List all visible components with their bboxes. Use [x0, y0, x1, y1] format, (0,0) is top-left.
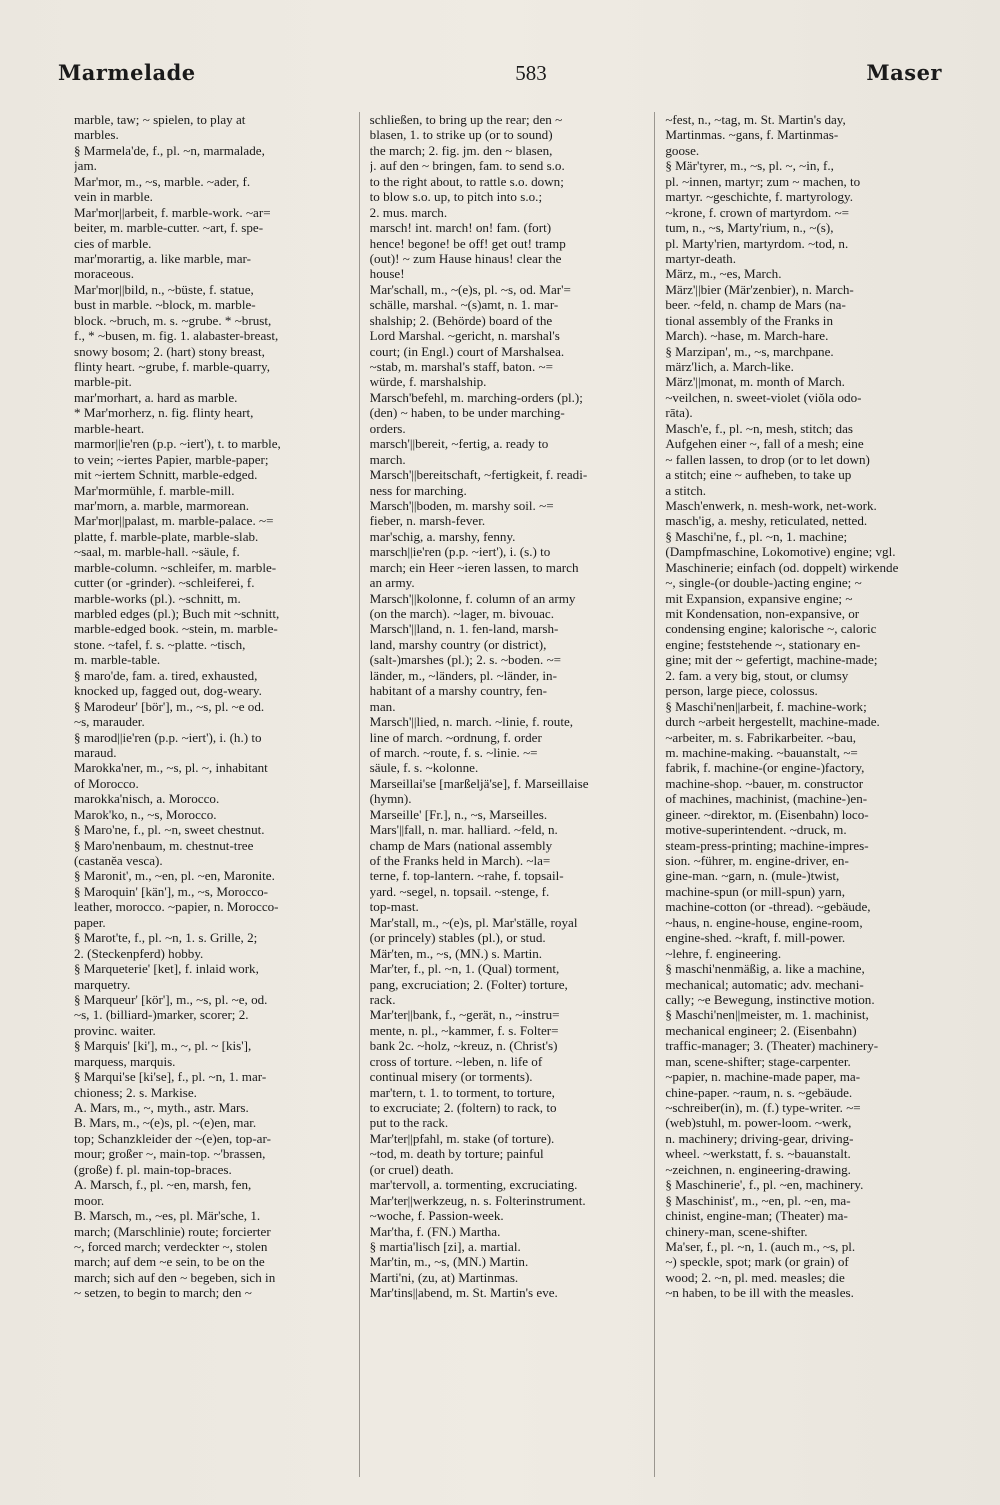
entry-line: martyr. ~geschichte, f. martyrology. [665, 189, 854, 205]
entry-line: ~stab, m. marshal's staff, baton. ~= [369, 359, 553, 374]
entry-line: march. [369, 451, 406, 467]
entry-line: a stitch; eine ~ aufheben, to take up [665, 467, 852, 483]
entry-line: Marsch'||lied, n. march. ~linie, f. route, [369, 714, 574, 730]
entry-line: mechanical; automatic; adv. mechani- [665, 976, 864, 992]
entry-line: § Maschinerie', f., pl. ~en, machinery. [665, 1177, 864, 1193]
entry-line: mar'tern, t. 1. to torment, to torture, [369, 1084, 555, 1100]
entry-line: knocked up, fagged out, dog-weary. [74, 683, 262, 699]
entry-line: ~papier, n. machine-made paper, ma- [665, 1069, 861, 1085]
entry-line: (or cruel) death. [369, 1161, 454, 1177]
entry-line: * Mar'morherz, n. fig. flinty heart, [74, 405, 254, 421]
entry-line: marble-column. ~schleifer, m. marble- [74, 559, 277, 575]
entry-line: Marsch'||land, n. 1. fen-land, marsh- [369, 621, 559, 637]
entry-line: marsch'||bereit, ~fertig, a. ready to [369, 436, 549, 452]
entry-line: ~lehre, f. engineering. [665, 945, 782, 961]
entry-line: marquess, marquis. [74, 1053, 176, 1069]
entry-line: Mar'mor||bild, n., ~büste, f. statue, [74, 281, 254, 297]
entry-line: ~zeichnen, n. engineering-drawing. [665, 1161, 851, 1177]
entry-line: marsch||ie'ren (p.p. ~iert'), i. (s.) to [369, 544, 551, 560]
entry-line: provinc. waiter. [74, 1022, 156, 1038]
entry-line: rāta). [665, 405, 693, 421]
entry-line: § Marqui'se [ki'se], f., pl. ~n, 1. mar- [74, 1069, 267, 1085]
entry-line: (on the march). ~lager, m. bivouac. [369, 606, 555, 621]
entry-line: (große) f. pl. main-top-braces. [74, 1161, 232, 1177]
entry-line: fieber, n. marsh-fever. [369, 513, 486, 529]
entry-line: § Marot'te, f., pl. ~n, 1. s. Grille, 2; [74, 930, 258, 946]
entry-line: Martinmas. ~gans, f. Martinmas- [665, 127, 839, 143]
entry-line: terne, f. top-lantern. ~rahe, f. topsail- [369, 868, 564, 884]
entry-line: ~, forced march; verdeckter ~, stolen [74, 1238, 268, 1254]
entry-line: B. Marsch, m., ~es, pl. Mär'sche, 1. [74, 1208, 261, 1224]
entry-line: märz'lich, a. March-like. [665, 359, 794, 374]
entry-line: man. [369, 698, 396, 714]
entry-line: schließen, to bring up the rear; den ~ [369, 112, 563, 127]
entry-line: masch'ig, a. meshy, reticulated, netted. [665, 513, 868, 529]
entry-line: § Maro'nenbaum, m. chestnut-tree [74, 837, 254, 853]
entry-line: traffic-manager; 3. (Theater) machinery- [665, 1038, 879, 1054]
entry-line: cutter (or -grinder). ~schleiferei, f. [74, 575, 255, 591]
entry-line: mar'tervoll, a. tormenting, excruciating. [369, 1177, 578, 1193]
entry-line: Mar'mor||arbeit, f. marble-work. ~ar= [74, 204, 271, 220]
entry-line: tum, n., ~s, Marty'rium, n., ~(s), [665, 220, 834, 236]
entry-line: j. auf den ~ bringen, fam. to send s.o. [369, 158, 565, 174]
entry-line: Marsch'befehl, m. marching-orders (pl.); [369, 389, 583, 405]
entry-line: motive-superintendent. ~druck, m. [665, 822, 847, 838]
entry-line: vein in marble. [74, 189, 153, 205]
entry-line: ~krone, f. crown of martyrdom. ~= [665, 204, 850, 220]
entry-line: flinty heart. ~grube, f. marble-quarry, [74, 359, 271, 374]
entry-line: Mar'schall, m., ~(e)s, pl. ~s, od. Mar'= [369, 281, 571, 297]
entry-line: Marsch'||bereitschaft, ~fertigkeit, f. readi- [369, 467, 588, 483]
entry-line: ~schreiber(in), m. (f.) type-writer. ~= [665, 1100, 861, 1115]
entry-line: Marok'ko, n., ~s, Morocco. [74, 806, 217, 822]
entry-line: March). ~hase, m. March-hare. [665, 328, 829, 344]
entry-line: ~woche, f. Passion-week. [369, 1208, 504, 1224]
entry-line: mar'morartig, a. like marble, mar- [74, 250, 251, 266]
entry-line: the march; 2. fig. jm. den ~ blasen, [369, 142, 553, 158]
entry-line: bank 2c. ~holz, ~kreuz, n. (Christ's) [369, 1038, 558, 1054]
entry-line: moor. [74, 1192, 105, 1208]
column-left [74, 112, 360, 1477]
entry-line: länder, m., ~länders, pl. ~länder, in- [369, 667, 557, 683]
entry-line: § Maronit', m., ~en, pl. ~en, Maronite. [74, 868, 275, 884]
entry-line: ~) speckle, spot; mark (or grain) of [665, 1254, 849, 1270]
entry-line: marsch! int. march! on! fam. (fort) [369, 220, 552, 236]
entry-line: Mar'tha, f. (FN.) Martha. [369, 1223, 501, 1239]
entry-line: marmor||ie'ren (p.p. ~iert'), t. to marble, [74, 436, 281, 452]
entry-line: § Maroquin' [kän'], m., ~s, Morocco- [74, 883, 268, 899]
entry-line: ~s, 1. (billiard-)marker, scorer; 2. [74, 1007, 249, 1023]
entry-line: Marsch'||boden, m. marshy soil. ~= [369, 497, 554, 513]
entry-line: (salt-)marshes (pl.); 2. s. ~boden. ~= [369, 652, 562, 668]
entry-line: schälle, marshal. ~(s)amt, n. 1. mar- [369, 297, 559, 313]
entry-line: of Morocco. [74, 775, 139, 791]
entry-line: § Marquis' [ki'], m., ~, pl. ~ [kis'], [74, 1038, 252, 1054]
entry-line: pl. ~innen, martyr; zum ~ machen, to [665, 173, 861, 189]
entry-line: martyr-death. [665, 250, 736, 266]
entry-line: marble-edged book. ~stein, m. marble- [74, 621, 278, 637]
entry-line: mar'morhart, a. hard as marble. [74, 389, 238, 405]
entry-line: marble, taw; ~ spielen, to play at [74, 112, 246, 127]
entry-line: wheel. ~werkstatt, f. s. ~bauanstalt. [665, 1146, 851, 1162]
entry-line: line of march. ~ordnung, f. order [369, 729, 542, 745]
entry-line: an army. [369, 575, 415, 591]
entry-line: März, m., ~es, March. [665, 266, 782, 282]
entry-line: of the Franks held in March). ~la= [369, 853, 551, 868]
entry-line: § marod||ie'ren (p.p. ~iert'), i. (h.) to [74, 729, 262, 745]
entry-line: ~tod, m. death by torture; painful [369, 1146, 544, 1162]
entry-line: person, large piece, colossus. [665, 683, 818, 699]
entry-line: ~s, marauder. [74, 714, 145, 730]
entry-line: Mar'mor||palast, m. marble-palace. ~= [74, 513, 274, 529]
entry-line: mente, n. pl., ~kammer, f. s. Folter= [369, 1022, 559, 1038]
entry-line: of march. ~route, f. s. ~linie. ~= [369, 744, 538, 760]
entry-line: Mar'stall, m., ~(e)s, pl. Mar'ställe, royal [369, 914, 578, 930]
entry-line: Marsch'||kolonne, f. column of an army [369, 590, 576, 606]
entry-line: (out)! ~ zum Hause hinaus! clear the [369, 250, 562, 266]
entry-line: § Marmela'de, f., pl. ~n, marmalade, [74, 142, 265, 158]
entry-line: to blow s.o. up, to pitch into s.o.; [369, 189, 543, 205]
entry-line: Marseille' [Fr.], n., ~s, Marseilles. [369, 806, 548, 822]
entry-line: Marokka'ner, m., ~s, pl. ~, inhabitant [74, 760, 268, 776]
entry-line: § martia'lisch [zi], a. martial. [369, 1238, 521, 1254]
entry-line: Mars'||fall, n. mar. halliard. ~feld, n. [369, 822, 558, 838]
entry-line: platte, f. marble-plate, marble-slab. [74, 528, 259, 544]
entry-line: land, marshy country (or district), [369, 636, 547, 652]
entry-line: man, scene-shifter; stage-carpenter. [665, 1053, 851, 1069]
entry-line: A. Mars, m., ~, myth., astr. Mars. [74, 1100, 249, 1115]
entry-line: m. marble-table. [74, 652, 161, 668]
left-running-headword: Marmelade [58, 60, 196, 85]
entry-line: cross of torture. ~leben, n. life of [369, 1053, 543, 1069]
entry-line: (castanĕa vesca). [74, 853, 163, 868]
entry-line: to the right about, to rattle s.o. down; [369, 173, 564, 189]
entry-line: ~ fallen lassen, to drop (or to let down) [665, 451, 870, 467]
entry-line: block. ~bruch, m. s. ~grube. * ~brust, [74, 312, 272, 328]
column-middle [370, 112, 656, 1477]
entry-line: ~, single-(or double-)acting engine; ~ [665, 575, 862, 591]
entry-line: marbles. [74, 127, 119, 143]
entry-line: Mar'tin, m., ~s, (MN.) Martin. [369, 1254, 529, 1270]
entry-line: fabrik, f. machine-(or engine-)factory, [665, 760, 865, 776]
entry-line: gine; mit der ~ gefertigt, machine-made; [665, 652, 878, 668]
entry-line: snowy bosom; 2. (hart) stony breast, [74, 343, 265, 359]
entry-line: § Maro'ne, f., pl. ~n, sweet chestnut. [74, 822, 265, 838]
entry-line: shalship; 2. (Behörde) board of the [369, 312, 553, 328]
entry-line: mar'schig, a. marshy, fenny. [369, 528, 516, 544]
entry-line: habitant of a marshy country, fen- [369, 683, 547, 699]
entry-line: m. machine-making. ~bauanstalt, ~= [665, 744, 858, 760]
entry-line: machine-shop. ~bauer, m. constructor [665, 775, 864, 791]
entry-line: to vein; ~iertes Papier, marble-paper; [74, 451, 269, 467]
entry-line: house! [369, 266, 405, 282]
entry-line: A. Marsch, f., pl. ~en, marsh, fen, [74, 1177, 252, 1193]
entry-line: März'||bier (Mär'zenbier), n. March- [665, 281, 854, 297]
right-running-headword: Maser [866, 60, 942, 85]
entry-line: Mär'ten, m., ~s, (MN.) s. Martin. [369, 945, 543, 961]
entry-line: § Maschi'ne, f., pl. ~n, 1. machine; [665, 528, 848, 544]
entry-line: paper. [74, 914, 106, 930]
entry-line: jam. [74, 158, 97, 174]
entry-line: Mar'mor, m., ~s, marble. ~ader, f. [74, 173, 251, 189]
entry-line: Masch'e, f., pl. ~n, mesh, stitch; das [665, 420, 853, 436]
entry-line: § Maschinist', m., ~en, pl. ~en, ma- [665, 1192, 851, 1208]
entry-line: 2. mus. march. [369, 204, 448, 220]
entry-line: cies of marble. [74, 235, 152, 251]
entry-line: bust in marble. ~block, m. marble- [74, 297, 256, 313]
entry-line: sion. ~führer, m. engine-driver, en- [665, 853, 849, 868]
entry-line: yard. ~segel, n. topsail. ~stenge, f. [369, 883, 550, 899]
entry-line: to excruciate; 2. (foltern) to rack, to [369, 1100, 557, 1115]
entry-line: Marti'ni, (zu, at) Martinmas. [369, 1269, 519, 1285]
entry-line: 2. (Steckenpferd) hobby. [74, 945, 204, 961]
entry-line: § Mär'tyrer, m., ~s, pl. ~, ~in, f., [665, 158, 834, 174]
entry-line: (Dampfmaschine, Lokomotive) engine; vgl. [665, 544, 896, 560]
entry-line: ~ setzen, to begin to march; den ~ [74, 1285, 252, 1301]
entry-line: März'||monat, m. month of March. [665, 374, 845, 390]
entry-line: top-mast. [369, 899, 419, 915]
entry-line: durch ~arbeit hergestellt, machine-made. [665, 714, 880, 730]
entry-line: tional assembly of the Franks in [665, 312, 833, 328]
entry-line: march; ein Heer ~ieren lassen, to march [369, 559, 579, 575]
entry-line: wood; 2. ~n, pl. med. measles; die [665, 1269, 845, 1285]
entry-line: chioness; 2. s. Markise. [74, 1084, 197, 1100]
entry-line: § Maschi'nen||meister, m. 1. machinist, [665, 1007, 869, 1023]
entry-line: put to the rack. [369, 1115, 449, 1131]
entry-line: § Marqueterie' [ket], f. inlaid work, [74, 961, 259, 977]
entry-line: cally; ~e Bewegung, instinctive motion. [665, 991, 875, 1007]
entry-line: § Marodeur' [bör'], m., ~s, pl. ~e od. [74, 698, 265, 714]
entry-line: Mar'ter||pfahl, m. stake (of torture). [369, 1130, 555, 1146]
entry-line: chinist, engine-man; (Theater) ma- [665, 1208, 848, 1224]
entry-line: § Marqueur' [kör'], m., ~s, pl. ~e, od. [74, 991, 268, 1007]
entry-line: Marseillai'se [marßeljä'se], f. Marseillaise [369, 775, 589, 791]
page-number: 583 [515, 61, 547, 85]
entry-line: mit Expansion, expansive engine; ~ [665, 590, 853, 606]
entry-line: march; (Marschlinie) route; forcierter [74, 1223, 271, 1239]
entry-line: top; Schanzkleider der ~(e)en, top-ar- [74, 1130, 271, 1146]
entry-line: Masch'enwerk, n. mesh-work, net-work. [665, 497, 877, 513]
entry-line: mour; großer ~, main-top. ~'brassen, [74, 1146, 266, 1162]
entry-line: ~haus, n. engine-house, engine-room, [665, 914, 863, 930]
entry-line: mit ~iertem Schnitt, marble-edged. [74, 467, 258, 483]
entry-line: stone. ~tafel, f. s. ~platte. ~tisch, [74, 636, 246, 652]
entry-line: säule, f. s. ~kolonne. [369, 760, 479, 776]
entry-line: a stitch. [665, 482, 707, 498]
entry-line: n. machinery; driving-gear, driving- [665, 1130, 854, 1146]
entry-line: gineer. ~direktor, m. (Eisenbahn) loco- [665, 806, 869, 822]
entry-line: marble-heart. [74, 420, 145, 436]
entry-line: Aufgehen einer ~, fall of a mesh; eine [665, 436, 864, 452]
entry-line: § maschi'nenmäßig, a. like a machine, [665, 961, 865, 977]
page-header [58, 60, 942, 100]
entry-line: marokka'nisch, a. Morocco. [74, 791, 220, 807]
entry-line: ~veilchen, n. sweet-violet (viŏla odo- [665, 389, 862, 405]
entry-line: Mar'ter||bank, f., ~gerät, n., ~instru= [369, 1007, 560, 1023]
entry-line: würde, f. marshalship. [369, 374, 487, 390]
entry-line: ~saal, m. marble-hall. ~säule, f. [74, 544, 240, 560]
entry-line: mar'morn, a. marble, marmorean. [74, 497, 250, 513]
entry-line: Mar'ter, f., pl. ~n, 1. (Qual) torment, [369, 961, 560, 977]
entry-line: pl. Marty'rien, martyrdom. ~tod, n. [665, 235, 849, 251]
entry-line: champ de Mars (national assembly [369, 837, 553, 853]
entry-line: (den) ~ haben, to be under marching- [369, 405, 565, 421]
entry-line: (web)stuhl, m. power-loom. ~werk, [665, 1115, 852, 1131]
entry-line: court; (in Engl.) court of Marshalsea. [369, 343, 565, 359]
entry-line: engine; feststehende ~, stationary en- [665, 636, 861, 652]
entry-line: machine-cotton (or -thread). ~gebäude, [665, 899, 871, 915]
entry-line: mit Kondensation, non-expansive, or [665, 606, 860, 621]
entry-line: § maro'de, fam. a. tired, exhausted, [74, 667, 258, 683]
entry-line: steam-press-printing; machine-impres- [665, 837, 869, 853]
entry-line: Ma'ser, f., pl. ~n, 1. (auch m., ~s, pl. [665, 1238, 856, 1254]
entry-line: orders. [369, 420, 406, 436]
entry-line: maraud. [74, 744, 117, 760]
entry-line: Mar'tins||abend, m. St. Martin's eve. [369, 1285, 558, 1301]
entry-line: Maschinerie; einfach (od. doppelt) wirkende [665, 559, 899, 575]
entry-line: § Marzipan', m., ~s, marchpane. [665, 343, 834, 359]
entry-line: marquetry. [74, 976, 131, 992]
entry-line: chinery-man, scene-shifter. [665, 1223, 808, 1239]
entry-line: continual misery (or torments). [369, 1069, 533, 1085]
entry-line: ness for marching. [369, 482, 467, 498]
entry-line: marble-works (pl.). ~schnitt, m. [74, 590, 241, 606]
column-right [665, 112, 940, 1477]
entry-line: marble-pit. [74, 374, 132, 390]
entry-line: mechanical engineer; 2. (Eisenbahn) [665, 1022, 857, 1038]
entry-line: chine-paper. ~raum, n. s. ~gebäude. [665, 1084, 853, 1100]
entry-line: engine-shed. ~kraft, f. mill-power. [665, 930, 846, 946]
entry-line: hence! begone! be off! get out! tramp [369, 235, 566, 251]
entry-line: § Maschi'nen||arbeit, f. machine-work; [665, 698, 867, 714]
entry-line: (or princely) stables (pl.), or stud. [369, 930, 546, 946]
entry-line: beer. ~feld, n. champ de Mars (na- [665, 297, 846, 313]
entry-line: machine-spun (or mill-spun) yarn, [665, 883, 845, 899]
entry-line: f., * ~busen, m. fig. 1. alabaster-breast, [74, 328, 279, 344]
entry-line: of machines, machinist, (machine-)en- [665, 791, 868, 807]
entry-line: B. Mars, m., ~(e)s, pl. ~(e)en, mar. [74, 1115, 257, 1131]
entry-line: marbled edges (pl.); Buch mit ~schnitt, [74, 606, 280, 621]
entry-line: ~n haben, to be ill with the measles. [665, 1285, 854, 1301]
entry-line: gine-man. ~garn, n. (mule-)twist, [665, 868, 840, 884]
entry-line: leather, morocco. ~papier, n. Morocco- [74, 899, 279, 915]
entry-line: Mar'mormühle, f. marble-mill. [74, 482, 235, 498]
entry-line: blasen, 1. to strike up (or to sound) [369, 127, 553, 143]
entry-line: 2. fam. a very big, stout, or clumsy [665, 667, 849, 683]
entry-line: rack. [369, 991, 396, 1007]
entry-line: march; sich auf den ~ begeben, sich in [74, 1269, 276, 1285]
text-columns [74, 112, 940, 1477]
entry-line: (hymn). [369, 791, 412, 807]
entry-line: pang, excruciation; 2. (Folter) torture, [369, 976, 568, 992]
entry-line: ~arbeiter, m. s. Fabrikarbeiter. ~bau, [665, 729, 857, 745]
entry-line: ~fest, n., ~tag, m. St. Martin's day, [665, 112, 846, 127]
entry-line: Mar'ter||werkzeug, n. s. Folterinstrument. [369, 1192, 586, 1208]
entry-line: moraceous. [74, 266, 134, 282]
entry-line: condensing engine; kalorische ~, caloric [665, 621, 877, 637]
entry-line: beiter, m. marble-cutter. ~art, f. spe- [74, 220, 264, 236]
entry-line: march; auf dem ~e sein, to be on the [74, 1254, 265, 1270]
entry-line: goose. [665, 142, 700, 158]
entry-line: Lord Marshal. ~gericht, n. marshal's [369, 328, 560, 344]
